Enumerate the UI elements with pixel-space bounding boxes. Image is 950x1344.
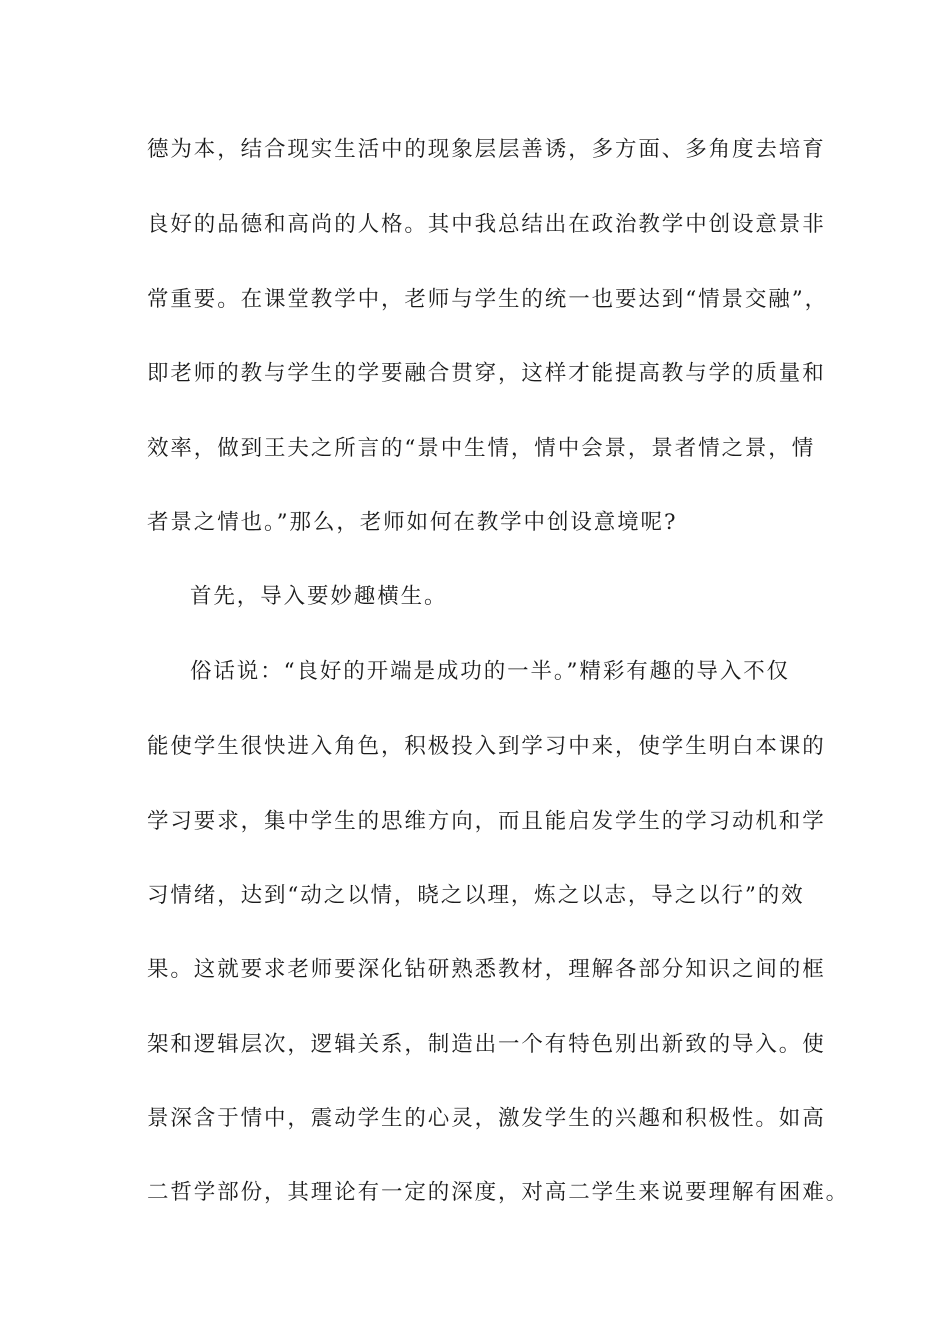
- text-line: 学习要求，集中学生的思维方向，而且能启发学生的学习动机和学: [147, 809, 826, 834]
- text-line: 德为本，结合现实生活中的现象层层善诱，多方面、多角度去培育: [147, 137, 826, 162]
- text-line: 俗话说：“良好的开端是成功的一半。”精彩有趣的导入不仅: [190, 659, 791, 684]
- text-line: 常重要。在课堂教学中，老师与学生的统一也要达到“情景交融”，: [147, 287, 828, 312]
- text-line: 即老师的教与学生的学要融合贯穿，这样才能提高教与学的质量和: [147, 361, 826, 386]
- text-line: 习情绪，达到“动之以情，晓之以理，炼之以志，导之以行”的效: [147, 883, 805, 908]
- text-line: 果。这就要求老师要深化钻研熟悉教材，理解各部分知识之间的框: [147, 957, 826, 982]
- text-line: 架和逻辑层次，逻辑关系，制造出一个有特色别出新致的导入。使: [147, 1032, 826, 1057]
- text-line: 者景之情也。”那么，老师如何在教学中创设意境呢?: [147, 510, 678, 535]
- text-line: 能使学生很快进入角色，积极投入到学习中来，使学生明白本课的: [147, 734, 826, 759]
- text-line: 二哲学部份，其理论有一定的深度，对高二学生来说要理解有困难。: [147, 1180, 850, 1205]
- text-line: 景深含于情中，震动学生的心灵，激发学生的兴趣和积极性。如高: [147, 1106, 826, 1131]
- text-line: 效率，做到王夫之所言的“景中生情，情中会景，景者情之景，情: [147, 436, 816, 461]
- text-line: 良好的品德和高尚的人格。其中我总结出在政治教学中创设意景非: [147, 212, 826, 237]
- section-heading: 首先，导入要妙趣横生。: [190, 584, 448, 609]
